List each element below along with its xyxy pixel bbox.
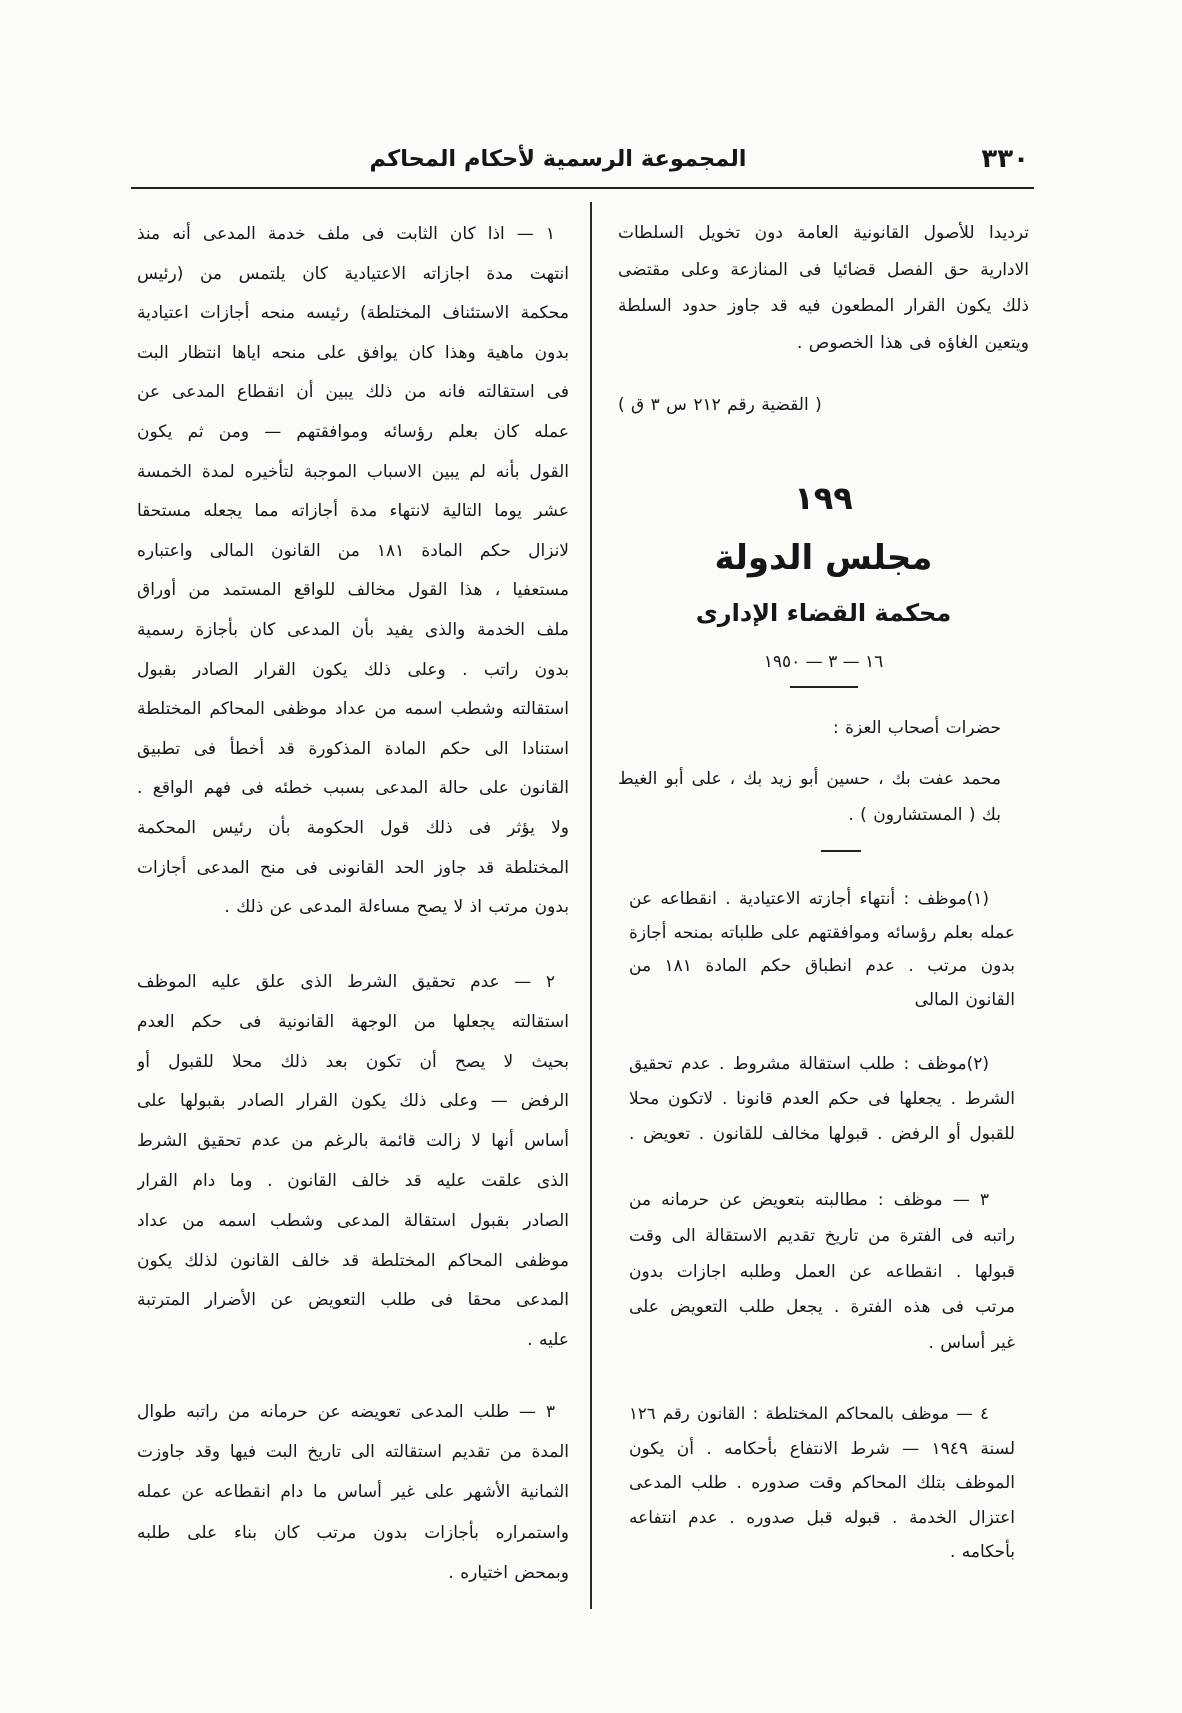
text-line: محمد عفت بك ، حسين أبو زيد بك ، على أبو الغيط [618, 769, 1001, 789]
summary-3 [629, 1183, 1015, 1362]
text-line: القول بأنه لم يبين الاسباب الموجبة لتأخيره لمدة الخمسة [137, 461, 569, 482]
summary-4 [629, 1397, 1015, 1570]
text-line: بدون مرتب . عدم انطباق حكم المادة ١٨١ من [629, 956, 1015, 977]
text-line: وبمحض اختياره . [448, 1562, 569, 1583]
text-line: استقالته وشطب اسمه من عداد موظفى المحاكم المختلطة [137, 699, 569, 720]
summary-2 [629, 1047, 1015, 1152]
text-line: أساس أنها لا زالت قائمة بالرغم من عدم تحقيق الشرط [137, 1131, 569, 1152]
text-line: لسنة ١٩٤٩ — شرط الانتفاع بأحكامه . أن يكون [629, 1438, 1015, 1459]
text-line: قبولها . انقطاعه عن العمل وطلبه اجازات بدون [629, 1261, 1015, 1282]
principle-2 [137, 963, 569, 1361]
text-line: عمله كان بعلم رؤسائه وموافقتهم — ومن ثم يكون [137, 421, 569, 442]
text-line: عمله بعلم رؤسائه وموافقتهم على طلباته بمنحه أجازة [629, 922, 1015, 943]
summary-1 [629, 883, 1015, 1018]
text-line: الذى علقت عليه قد خالف القانون . وما دام القرار [137, 1170, 569, 1191]
text-line: بدون راتب . وعلى ذلك يكون القرار الصادر بقبول [137, 659, 569, 680]
section-rule [821, 850, 861, 852]
text-line: للقبول أو الرفض . قبولها مخالف للقانون . تعويض . [629, 1124, 1015, 1144]
text-line: محكمة الاستئناف المختلطة) رئيسه منحه أجازات اعتيادية [137, 303, 569, 324]
text-line: عليه . [527, 1330, 569, 1351]
section-rule [790, 686, 858, 688]
text-line: راتبه فى الفترة من تاريخ تقديم الاستقالة الى وقت [629, 1225, 1015, 1246]
text-line: الثمانية الأشهر على غير أساس ما دام انقطاعه عن عمله [137, 1482, 569, 1503]
text-line: عشر يوما التالية لانتهاء مدة أجازاته مما يجعله مستحقا [137, 501, 569, 522]
running-title: المجموعة الرسمية لأحكام المحاكم [369, 146, 747, 172]
text-line: استنادا الى حكم المادة المذكورة قد أخطأ فى تطبيق [137, 738, 569, 759]
text-line: موظفى المحاكم المختلطة قد خالف القانون لذلك يكون [137, 1250, 569, 1271]
column-divider [590, 202, 592, 1609]
principle-1 [137, 215, 569, 928]
text-line: لانزال حكم المادة ١٨١ من القانون المالى واعتباره [137, 540, 569, 561]
text-line: استقالته يجعلها من الوجهة القانونية فى حكم العدم [137, 1011, 569, 1032]
text-line: بحيث لا يصح أن تكون بعد ذلك محلا للقبول أو [137, 1051, 569, 1072]
text-line: ٣ — موظف : مطالبته بتعويض عن حرمانه من [629, 1190, 989, 1210]
text-line: بك ( المستشارون ) . [848, 805, 1001, 825]
text-line: غير أساس . [928, 1333, 1015, 1353]
text-line: ٢ — عدم تحقيق الشرط الذى علق عليه الموظف [137, 972, 555, 992]
text-line: مستعفيا ، هذا القول مخالف للواقع المستمد من أوراق [137, 580, 569, 601]
text-line: (٢)موظف : طلب استقالة مشروط . عدم تحقيق [629, 1054, 989, 1074]
text-line: انتهت مدة اجازاته الاعتيادية كان يلتمس من (رئيس [137, 263, 569, 284]
text-line: بدون ماهية وهذا كان يوافق على منحه اياها انتظار البت [137, 342, 569, 363]
text-line: المدة من تقديم استقالته الى تاريخ البت فيها وقد جاوزت [137, 1442, 569, 1463]
text-line: بدون مرتب اذ لا يصح مساءلة المدعى عن ذلك . [224, 897, 569, 918]
text-line: واستمراره بأجازات بدون مرتب كان بناء على طلبه [137, 1522, 569, 1543]
text-line: المختلطة قد جاوز الحد القانونى فى منح المدعى أجازات [137, 857, 569, 878]
text-line: ولا يؤثر فى ذلك قول الحكومة بأن رئيس المحكمة [137, 817, 569, 838]
council-heading: مجلس الدولة [714, 538, 933, 578]
page-number: ٣٣٠ [981, 144, 1029, 174]
text-line: ملف الخدمة والذى يفيد بأن المدعى كان بأجازة رسمية [137, 619, 569, 640]
judges-heading-text: حضرات أصحاب العزة : [832, 718, 1001, 738]
court-heading: محكمة القضاء الإدارى [695, 599, 952, 627]
text-line: ٤ — موظف بالمحاكم المختلطة : القانون رقم ١٢٦ [629, 1404, 989, 1423]
case-reference-text: ( القضية رقم ٢١٢ س ٣ ق ) [618, 395, 822, 415]
text-line: الموظف بتلك المحاكم وقت صدوره . طلب المدعى [629, 1473, 1015, 1493]
judges-heading [618, 712, 1029, 744]
text-line: الرفض — وعلى ذلك يكون القرار الصادر بقبولها على [137, 1091, 569, 1112]
judges-list [618, 761, 1029, 833]
principle-3 [137, 1392, 569, 1593]
text-line: القانون على حالة المدعى بسبب خطئه فى فهم الواقع . [137, 778, 569, 799]
text-line: ويتعين الغاؤه فى هذا الخصوص . [796, 333, 1029, 354]
text-line: الادارية حق الفصل قضائيا فى المنازعة وعلى مقتضى [618, 259, 1029, 280]
text-line: مرتب فى هذه الفترة . يجعل طلب التعويض على [629, 1297, 1015, 1318]
text-line: القانون المالى [914, 990, 1015, 1011]
text-line: ١ — اذا كان الثابت فى ملف خدمة المدعى أنه منذ [137, 224, 555, 244]
text-line: (١)موظف : أنتهاء أجازته الاعتيادية . انقطاعه عن [629, 889, 989, 909]
text-line: فى استقالته فانه من ذلك يبين أن انقطاع المدعى عن [137, 382, 569, 403]
text-line: ذلك يكون القرار المطعون فيه قد جاوز حدود السلطة [618, 296, 1029, 317]
ruling-date: ١٦ — ٣ — ١٩٥٠ [763, 652, 884, 672]
text-line: ترديدا للأصول القانونية العامة دون تخويل السلطات [618, 223, 1029, 243]
text-line: الصادر بقبول استقالة المدعى وشطب اسمه من عداد [137, 1210, 569, 1231]
intro-paragraph [618, 215, 1029, 362]
text-line: المدعى محقا فى طلب التعويض عن الأضرار المترتبة [137, 1290, 569, 1311]
header-rule [131, 187, 1034, 189]
case-reference [618, 388, 1029, 422]
text-line: بأحكامه . [949, 1542, 1015, 1562]
text-line: ٣ — طلب المدعى تعويضه عن حرمانه من راتبه طوال [137, 1402, 555, 1422]
text-line: الشرط . يجعلها فى حكم العدم قانونا . لاتكون محلا [629, 1089, 1015, 1109]
ruling-number: ١٩٩ [794, 479, 853, 517]
text-line: اعتزال الخدمة . قبوله قبل صدوره . عدم انتفاعه [629, 1507, 1015, 1528]
